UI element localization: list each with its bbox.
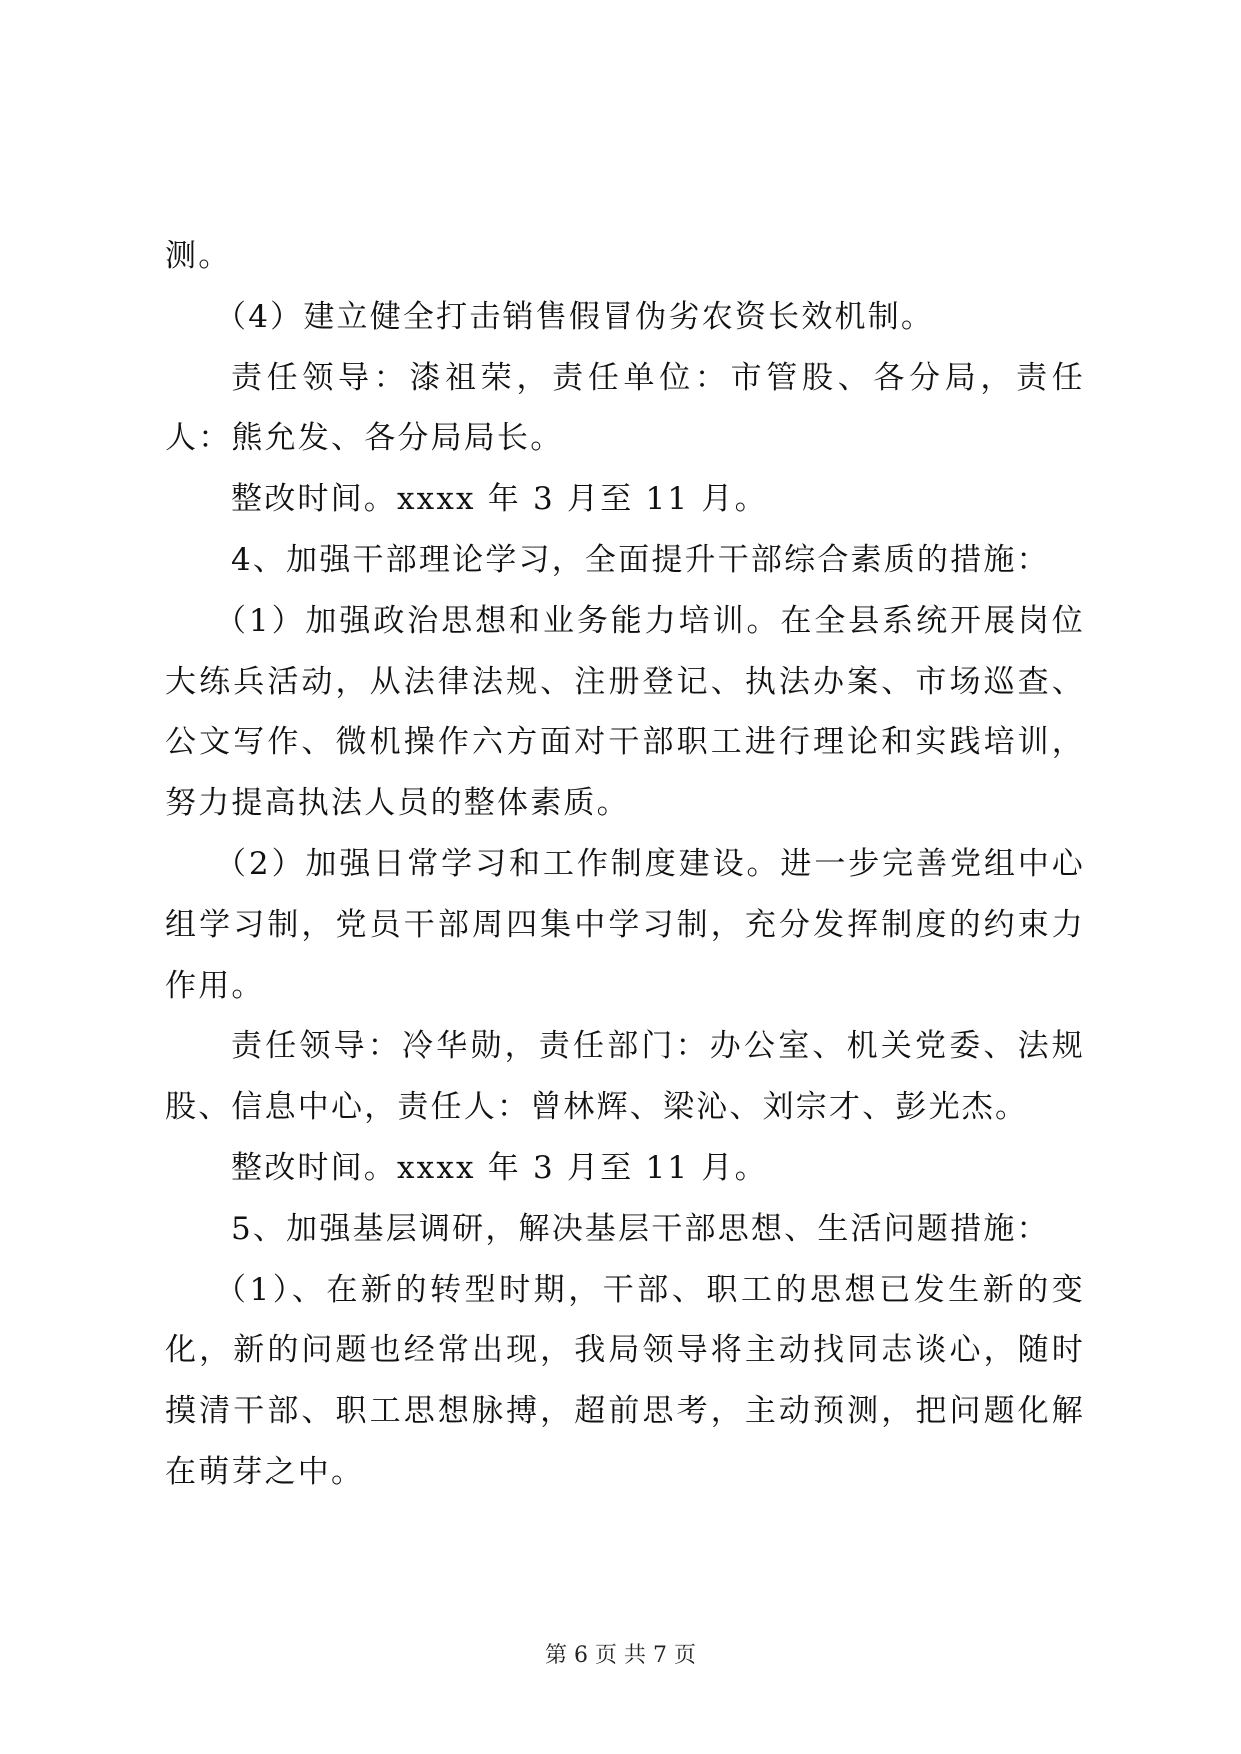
paragraph-responsibility-2: 责任领导：冷华勋，责任部门：办公室、机关党委、法规股、信息中心，责任人：曾林辉、梁沁、刘宗才、彭光杰。 (165, 1028, 1085, 1126)
page-number: 第 6 页 共 7 页 (545, 1643, 696, 1668)
paragraph-continuation: 测。 (165, 238, 232, 274)
paragraph-item-4: （4）建立健全打击销售假冒伪劣农资长效机制。 (215, 298, 935, 335)
document-body (165, 226, 1085, 1503)
page-footer (0, 1641, 1241, 1671)
paragraph-measure-3: （1）、在新的转型时期，干部、职工的思想已发生新的变化，新的问题也经常出现，我局领导将主动找同志谈心，随时摸清干部、职工思想脉搏，超前思考，主动预测，把问题化解在萌芽之中。 (165, 1271, 1085, 1490)
paragraph-deadline-2: 整改时间。xxxx 年 3 月至 11 月。 (231, 1149, 768, 1186)
paragraph-measure-2: （2）加强日常学习和工作制度建设。进一步完善党组中心组学习制，党员干部周四集中学习制，充分发挥制度的约束力作用。 (165, 845, 1085, 1004)
paragraph-heading-5: 5、加强基层调研，解决基层干部思想、生活问题措施： (231, 1210, 1050, 1247)
paragraph-measure-1: （1）加强政治思想和业务能力培训。在全县系统开展岗位大练兵活动，从法律法规、注册登记、执法办案、市场巡查、公文写作、微机操作六方面对干部职工进行理论和实践培训，努力提高执法人员的整体素质。 (165, 602, 1085, 822)
paragraph-responsibility-1: 责任领导：漆祖荣，责任单位：市管股、各分局，责任人：熊允发、各分局局长。 (165, 359, 1085, 457)
paragraph-deadline-1: 整改时间。xxxx 年 3 月至 11 月。 (231, 481, 768, 518)
paragraph-heading-4: 4、加强干部理论学习，全面提升干部综合素质的措施： (231, 541, 1050, 578)
